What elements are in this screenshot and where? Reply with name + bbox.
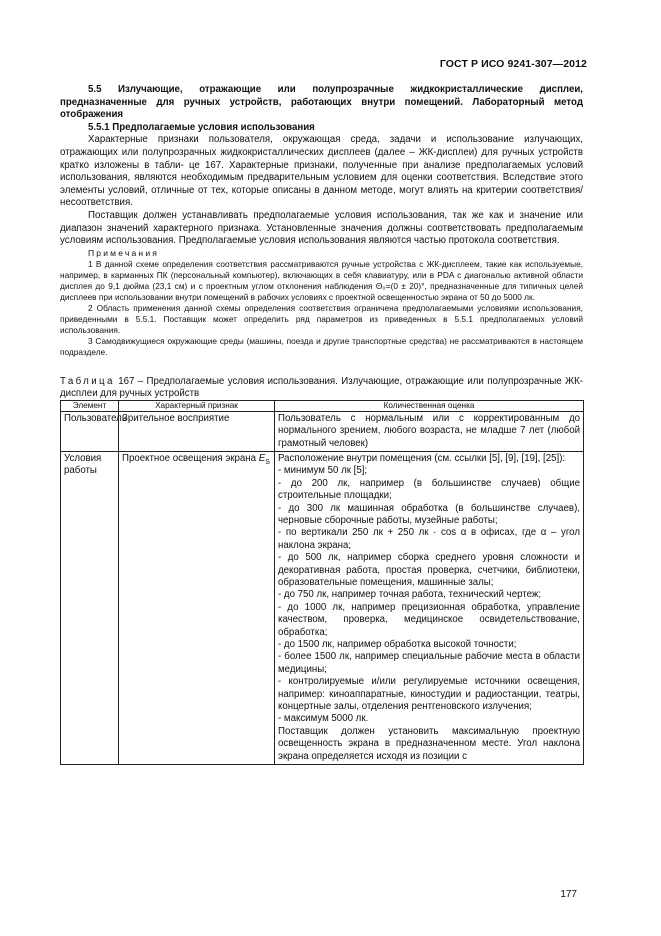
paragraph: Характерные признаки пользователя, окружающая среда, задачи и использование излучающих, отражающих или полупрозрачных жидкокристаллических дисплеев (далее – ЖК-дисплеи) для ручных устройств кратко изложены в табли- це 167. Характерные признаки, полученные при анализе предполагаемых условий использования, являются необходимым предварительным условием для оценки соответствия. Вследствие этого элементы условий, отличные от тех, которые описаны в данном методе, могут влиять на критерии соответствия/несоответствия. (60, 134, 583, 209)
note: 3 Самодвижущиеся окружающие среды (машины, поезда и другие транспортные средства) не рассматриваются в настоящем подразделе. (60, 335, 583, 357)
feature-cell (119, 451, 275, 764)
page-body (60, 84, 583, 765)
assessment-line: - до 300 лк машинная обработка (в большинстве случаев), черновые сборочные работы, музейные работы; (278, 502, 580, 526)
illuminance-symbol: E (258, 452, 266, 464)
assessment-line: - до 1000 лк, например прецизионная обработка, управление качеством, проверка, медицинское освидетельствование, обработка; (278, 601, 580, 638)
feature-text: Проектное освещения экрана (122, 452, 259, 464)
assessment-line: Поставщик должен установить максимальную проектную освещенность экрана в предназначенном месте. Угол наклона экрана определяется исходя из позиции с (278, 725, 580, 762)
table-row (61, 451, 584, 764)
section-title: 5.5 Излучающие, отражающие или полупрозрачные жидкокристаллические дисплеи, предназначенные для ручных устройств, работающих внутри помещений. Лабораторный метод отображения (60, 84, 583, 121)
assessment-line: Расположение внутри помещения (см. ссылки [5], [9], [19], [25]): (278, 452, 566, 464)
table-caption-text: 167 – Предполагаемые условия использования. Излучающие, отражающие или полупрозрачные ЖК-дисплеи для ручных устройств (60, 375, 583, 399)
assessment-line: - минимум 50 лк [5]; (278, 465, 368, 477)
column-header: Характерный признак (119, 400, 275, 411)
assessment-line: - до 750 лк, например точная работа, технический чертеж; (278, 589, 542, 601)
conditions-table (60, 400, 584, 765)
note: 2 Область применения данной схемы определения соответствия ограничена предполагаемыми условиями использования, приведенными в 5.5.1. Поставщик может определить ряд параметров из приведенных в 5.5.1 предполагаемых условий использования. (60, 302, 583, 335)
table-header-row (61, 400, 584, 411)
paragraph: Поставщик должен устанавливать предполагаемые условия использования, так же как и значение или диапазон значений характерного признака. Установленные значения должны соответствовать предполагаемым условиям использования. Предполагаемые условия использования являются частью протокола соответствия. (60, 209, 583, 247)
table-row (61, 411, 584, 451)
assessment-line: - до 1500 лк, например обработка высокой точности; (278, 639, 517, 651)
assessment-line: Пользователь с нормальным или с корректированным до нормального зрением, любого возраста, не младше 7 лет (любой грамотный человек) (278, 412, 580, 449)
subsection-title: 5.5.1 Предполагаемые условия использования (88, 121, 315, 133)
element-cell: Пользователь (61, 411, 119, 451)
assessment-line: - контролируемые и/или регулируемые источники освещения, например: киноаппаратные, киностудии и радиостанции, театры, концертные залы, отделения рентгеновского излучения; (278, 676, 580, 713)
assessment-line: - до 200 лк, например (в большинстве случаев) общие строительные площадки; (278, 477, 580, 502)
assessment-line: - по вертикали 250 лк + 250 лк · cos α в офисах, где α – угол наклона экрана; (278, 527, 580, 551)
table-caption-prefix: Таблица (60, 375, 115, 387)
column-header: Количественная оценка (275, 400, 584, 411)
assessment-line: - до 500 лк, например сборка среднего уровня сложности и декоративная работа, простая проверка, счетчики, библиотеки, образовательные помещения, машинные залы; (278, 552, 580, 588)
assessment-cell (275, 451, 584, 764)
note: 1 В данной схеме определения соответствия рассматриваются ручные устройства с ЖК-дисплеем, такие как используемые, например, в карманных ПК (персональный компьютер), включающих в себя клавиатуру, или в PDA с диагональю активной области дисплея до 9,1 дюйма (23,1 см) и с проектным углом отклонения наблюдения Θ₀=(0 ± 20)°, предназначенные для типичных целей дисплеев при использовании внутри помещений в рабочих условиях с проектной освещенностью экрана от 50 до 5000 лк. (60, 258, 583, 302)
assessment-line: - максимум 5000 лк. (278, 713, 369, 725)
column-header: Элемент (61, 400, 119, 411)
assessment-line: - более 1500 лк, например специальные рабочие места в области медицины; (278, 651, 580, 675)
table-caption (60, 376, 583, 400)
element-cell: Условия работы (61, 451, 119, 764)
page-number: 177 (560, 889, 577, 900)
notes-heading: Примечания (88, 247, 160, 258)
feature-cell: Зрительное восприятие (119, 411, 275, 451)
assessment-cell (275, 411, 584, 451)
illuminance-subscript: S (265, 458, 270, 466)
standard-code-header: ГОСТ Р ИСО 9241-307—2012 (439, 58, 587, 70)
